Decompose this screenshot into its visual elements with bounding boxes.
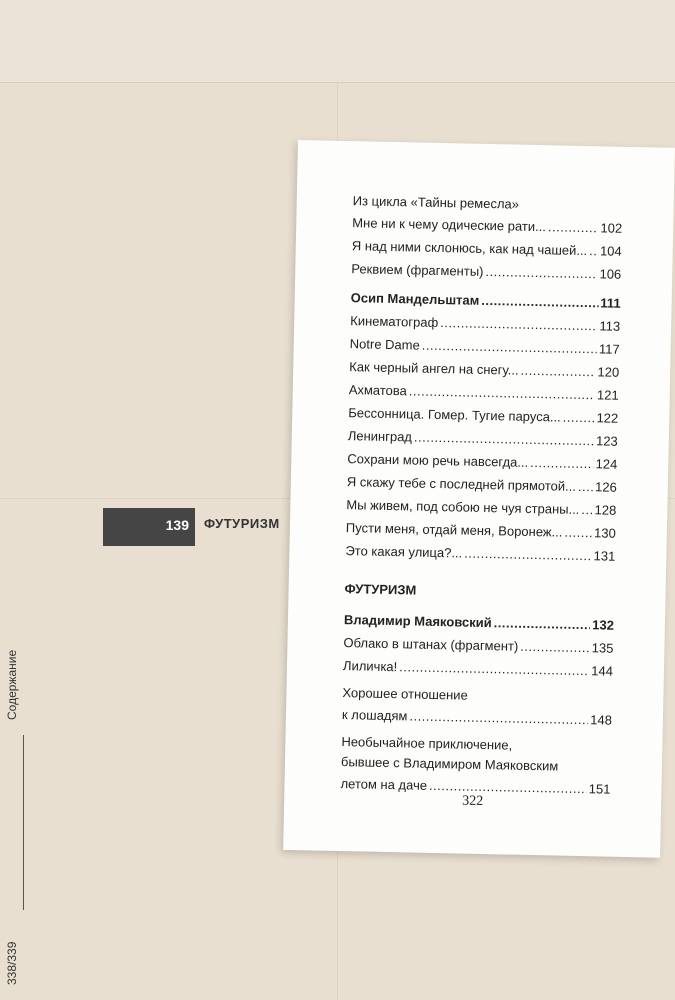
toc-entry: Бессонница. Гомер. Тугие паруса... ..... 122 (348, 401, 618, 430)
background-top-band (0, 0, 675, 82)
toc-entry: Я над ними склонюсь, как над чашей... ..... 104 (352, 234, 622, 263)
toc-entry-line: Хорошее отношение (342, 685, 468, 703)
section-tab-number: 139 (165, 517, 189, 533)
toc-cycle-title: Из цикла «Тайны ремесла» (352, 193, 520, 212)
toc-author-entry: Осип Мандельштам ..... 111 (350, 286, 620, 315)
toc-entry: Пусти меня, отдай меня, Воронеж... ..... 130 (346, 516, 616, 545)
toc-entry: Мы живем, под собою не чуя страны... ..... 128 (346, 493, 616, 522)
toc-entry: Notre Dame ..... 117 (350, 332, 620, 361)
toc-section-heading: ФУТУРИЗМ (344, 581, 417, 598)
toc-entry: Я скажу тебе с последней прямотой... ..... 126 (347, 470, 617, 499)
toc-entry: к лошадям ..... 148 (342, 703, 612, 732)
toc-list (340, 191, 623, 801)
page-number: 322 (462, 793, 484, 810)
toc-entry-line: бывшее с Владимиром Маяковским (340, 754, 559, 774)
toc-entry: Ленинград ..... 123 (348, 424, 618, 453)
toc-entry: Мне ни к чему одические рати... ..... 102 (352, 211, 622, 240)
toc-entry: Сохрани мою речь навсегда... ..... 124 (347, 447, 617, 476)
toc-entry: Облако в штанах (фрагмент) ..... 135 (343, 631, 613, 660)
toc-entry: Это какая улица?... ..... 131 (345, 539, 615, 568)
toc-entry: Как черный ангел на снегу... ..... 120 (349, 355, 619, 384)
toc-entry: летом на даче ..... 151 (340, 772, 610, 801)
section-tab (103, 508, 195, 546)
toc-author-entry: Владимир Маяковский ..... 132 (344, 608, 614, 637)
sidebar-page-range: 338/339 (5, 941, 19, 985)
sidebar-title: Содержание (5, 649, 19, 720)
sidebar-divider (23, 735, 24, 910)
toc-entry: Реквием (фрагменты) ..... 106 (351, 257, 621, 286)
toc-entry: Ахматова ..... 121 (349, 378, 619, 407)
toc-entry: Кинематограф ..... 113 (350, 309, 620, 338)
section-tab-label: ФУТУРИЗМ (204, 516, 280, 531)
toc-entry: Лиличка! ..... 144 (343, 654, 613, 683)
toc-entry-line: Необычайное приключение, (341, 734, 513, 753)
toc-page (283, 140, 675, 858)
